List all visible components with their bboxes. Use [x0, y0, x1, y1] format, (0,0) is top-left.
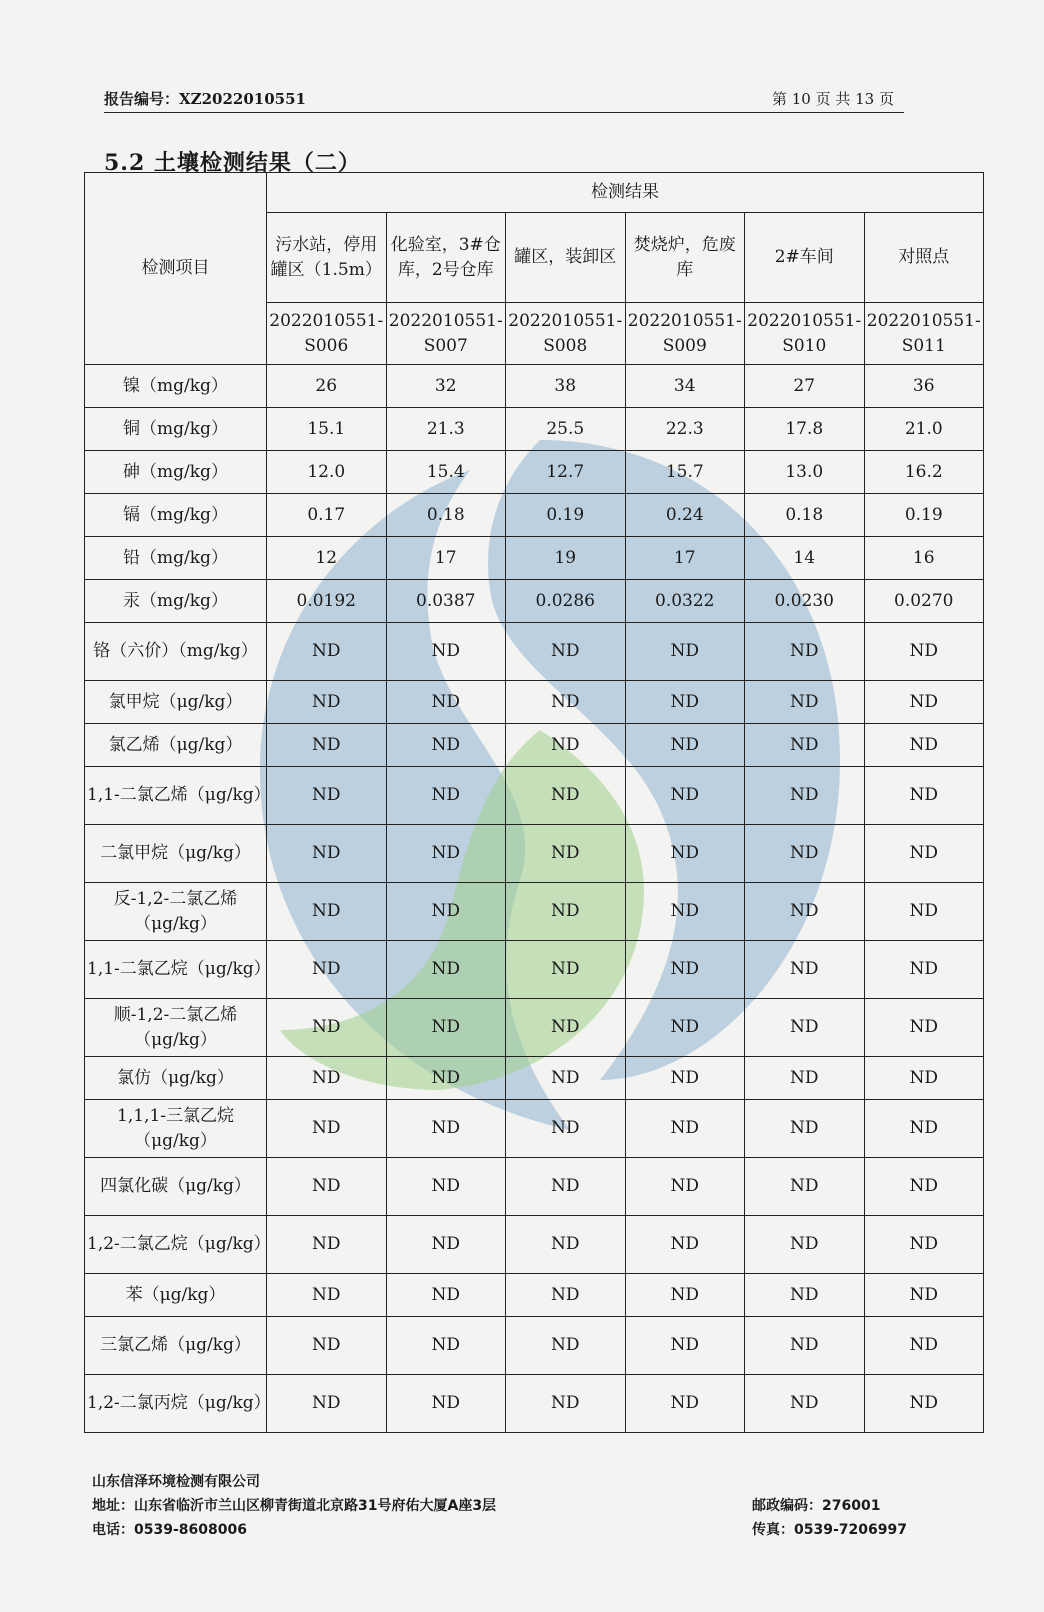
result-cell: 0.18	[386, 494, 506, 537]
result-cell: ND	[506, 681, 626, 724]
result-cell: ND	[267, 623, 387, 681]
result-cell: ND	[625, 1057, 745, 1100]
result-cell: ND	[267, 941, 387, 999]
row-item-label: 氯仿（μg/kg）	[85, 1057, 267, 1100]
result-cell: ND	[506, 883, 626, 941]
table-row	[85, 1158, 984, 1216]
row-item-label: 氯甲烷（μg/kg）	[85, 681, 267, 724]
result-cell: ND	[267, 1100, 387, 1158]
column-sample-id: 2022010551-S010	[745, 303, 865, 365]
result-cell: ND	[745, 681, 865, 724]
table-row	[85, 767, 984, 825]
table-row	[85, 408, 984, 451]
row-item-label: 1,1,1-三氯乙烷（μg/kg）	[85, 1100, 267, 1158]
result-cell: 12	[267, 537, 387, 580]
table-row	[85, 1274, 984, 1317]
result-cell: ND	[506, 999, 626, 1057]
result-cell: ND	[625, 941, 745, 999]
result-cell: ND	[745, 883, 865, 941]
result-cell: ND	[386, 1274, 506, 1317]
result-cell: 0.0192	[267, 580, 387, 623]
result-cell: ND	[864, 1057, 984, 1100]
report-number: 报告编号：XZ2022010551	[104, 90, 306, 108]
result-cell: ND	[745, 623, 865, 681]
item-header: 检测项目	[85, 173, 267, 365]
column-sample-id: 2022010551-S008	[506, 303, 626, 365]
report-header	[104, 86, 904, 113]
result-cell: ND	[745, 767, 865, 825]
result-cell: 21.3	[386, 408, 506, 451]
table-row	[85, 1100, 984, 1158]
row-item-label: 氯乙烯（μg/kg）	[85, 724, 267, 767]
table-row	[85, 1317, 984, 1375]
result-cell: ND	[386, 1158, 506, 1216]
result-cell: 12.0	[267, 451, 387, 494]
result-cell: ND	[267, 825, 387, 883]
result-cell: ND	[625, 1317, 745, 1375]
result-cell: 0.18	[745, 494, 865, 537]
result-cell: ND	[386, 1317, 506, 1375]
result-cell: ND	[745, 1100, 865, 1158]
row-item-label: 顺-1,2-二氯乙烯（μg/kg）	[85, 999, 267, 1057]
table-row	[85, 365, 984, 408]
result-cell: ND	[386, 767, 506, 825]
result-cell: ND	[386, 825, 506, 883]
result-cell: ND	[386, 1057, 506, 1100]
result-cell: 16.2	[864, 451, 984, 494]
result-cell: ND	[506, 1158, 626, 1216]
result-cell: ND	[386, 623, 506, 681]
result-cell: ND	[864, 623, 984, 681]
company-address: 地址：山东省临沂市兰山区柳青街道北京路31号府佑大厦A座3层	[92, 1498, 497, 1514]
row-item-label: 镍（mg/kg）	[85, 365, 267, 408]
result-cell: 36	[864, 365, 984, 408]
column-location: 污水站，停用罐区（1.5m）	[267, 213, 387, 303]
column-location: 化验室，3#仓库，2号仓库	[386, 213, 506, 303]
result-cell: 0.17	[267, 494, 387, 537]
row-item-label: 反-1,2-二氯乙烯（μg/kg）	[85, 883, 267, 941]
page-indicator: 第 10 页 共 13 页	[771, 90, 894, 108]
result-cell: ND	[864, 1317, 984, 1375]
result-cell: ND	[386, 724, 506, 767]
row-item-label: 1,1-二氯乙烷（μg/kg）	[85, 941, 267, 999]
result-cell: ND	[506, 1100, 626, 1158]
table-row	[85, 941, 984, 999]
table-row	[85, 825, 984, 883]
result-cell: ND	[745, 1158, 865, 1216]
result-cell: 21.0	[864, 408, 984, 451]
result-cell: ND	[625, 1375, 745, 1433]
result-cell: ND	[864, 1375, 984, 1433]
table-row	[85, 883, 984, 941]
result-cell: ND	[745, 825, 865, 883]
result-cell: ND	[267, 767, 387, 825]
table-row	[85, 494, 984, 537]
result-cell: ND	[267, 883, 387, 941]
result-cell: ND	[506, 724, 626, 767]
result-cell: ND	[386, 941, 506, 999]
result-cell: ND	[745, 724, 865, 767]
column-sample-id: 2022010551-S009	[625, 303, 745, 365]
company-phone: 电话：0539-8608006	[92, 1522, 247, 1538]
result-cell: ND	[506, 1216, 626, 1274]
result-cell: ND	[864, 681, 984, 724]
result-cell: 0.0230	[745, 580, 865, 623]
result-cell: 22.3	[625, 408, 745, 451]
result-cell: ND	[625, 681, 745, 724]
result-cell: ND	[267, 681, 387, 724]
column-sample-id: 2022010551-S011	[864, 303, 984, 365]
result-cell: ND	[745, 941, 865, 999]
result-cell: ND	[864, 1216, 984, 1274]
result-cell: ND	[267, 1375, 387, 1433]
footer-left	[92, 1470, 496, 1542]
result-cell: 15.4	[386, 451, 506, 494]
result-cell: ND	[745, 999, 865, 1057]
result-cell: ND	[864, 883, 984, 941]
result-cell: ND	[745, 1375, 865, 1433]
row-item-label: 铬（六价）（mg/kg）	[85, 623, 267, 681]
result-cell: 15.1	[267, 408, 387, 451]
column-sample-id: 2022010551-S006	[267, 303, 387, 365]
column-location: 2#车间	[745, 213, 865, 303]
result-cell: ND	[625, 1100, 745, 1158]
result-cell: ND	[864, 724, 984, 767]
table-row	[85, 1375, 984, 1433]
result-cell: ND	[267, 724, 387, 767]
result-cell: ND	[267, 1274, 387, 1317]
result-cell: ND	[745, 1317, 865, 1375]
row-item-label: 汞（mg/kg）	[85, 580, 267, 623]
result-cell: 15.7	[625, 451, 745, 494]
column-sample-id: 2022010551-S007	[386, 303, 506, 365]
result-cell: 14	[745, 537, 865, 580]
table-row	[85, 1057, 984, 1100]
result-cell: 27	[745, 365, 865, 408]
result-cell: ND	[267, 1057, 387, 1100]
result-cell: 34	[625, 365, 745, 408]
table-row	[85, 580, 984, 623]
table-row	[85, 623, 984, 681]
result-cell: ND	[625, 883, 745, 941]
result-cell: ND	[386, 681, 506, 724]
row-item-label: 二氯甲烷（μg/kg）	[85, 825, 267, 883]
result-cell: 0.0387	[386, 580, 506, 623]
result-cell: ND	[625, 623, 745, 681]
table-row	[85, 724, 984, 767]
column-location: 对照点	[864, 213, 984, 303]
result-cell: 16	[864, 537, 984, 580]
result-cell: ND	[864, 825, 984, 883]
result-cell: ND	[506, 1317, 626, 1375]
row-item-label: 镉（mg/kg）	[85, 494, 267, 537]
row-item-label: 1,2-二氯丙烷（μg/kg）	[85, 1375, 267, 1433]
result-cell: 19	[506, 537, 626, 580]
section-title: 5.2 土壤检测结果（二）	[104, 150, 361, 176]
result-cell: ND	[267, 1158, 387, 1216]
row-item-label: 砷（mg/kg）	[85, 451, 267, 494]
company-name: 山东信泽环境检测有限公司	[92, 1474, 260, 1490]
result-cell: ND	[745, 1274, 865, 1317]
result-cell: ND	[506, 1274, 626, 1317]
row-item-label: 铅（mg/kg）	[85, 537, 267, 580]
result-cell: 17	[625, 537, 745, 580]
result-cell: 0.0270	[864, 580, 984, 623]
column-location: 罐区，装卸区	[506, 213, 626, 303]
row-item-label: 苯（μg/kg）	[85, 1274, 267, 1317]
result-cell: ND	[864, 767, 984, 825]
result-cell: ND	[625, 1216, 745, 1274]
result-cell: ND	[386, 1375, 506, 1433]
result-cell: ND	[625, 1158, 745, 1216]
result-cell: ND	[625, 825, 745, 883]
result-cell: 0.19	[506, 494, 626, 537]
result-cell: ND	[864, 1158, 984, 1216]
result-cell: ND	[506, 941, 626, 999]
result-cell: ND	[745, 1057, 865, 1100]
company-fax: 传真：0539-7206997	[752, 1522, 907, 1538]
result-cell: 13.0	[745, 451, 865, 494]
row-item-label: 1,1-二氯乙烯（μg/kg）	[85, 767, 267, 825]
footer-right	[752, 1494, 907, 1542]
row-item-label: 1,2-二氯乙烷（μg/kg）	[85, 1216, 267, 1274]
result-cell: ND	[625, 999, 745, 1057]
result-cell: 0.0322	[625, 580, 745, 623]
result-cell: 0.19	[864, 494, 984, 537]
result-cell: ND	[625, 724, 745, 767]
result-cell: ND	[745, 1216, 865, 1274]
result-cell: ND	[386, 1216, 506, 1274]
table-row	[85, 681, 984, 724]
result-cell: ND	[864, 999, 984, 1057]
result-cell: ND	[506, 767, 626, 825]
row-item-label: 四氯化碳（μg/kg）	[85, 1158, 267, 1216]
result-cell: ND	[625, 767, 745, 825]
soil-results-table	[84, 172, 984, 1433]
result-cell: ND	[864, 1100, 984, 1158]
result-cell: 38	[506, 365, 626, 408]
company-postcode: 邮政编码：276001	[752, 1498, 881, 1514]
result-cell: ND	[506, 1375, 626, 1433]
result-cell: ND	[506, 623, 626, 681]
result-cell: 25.5	[506, 408, 626, 451]
result-cell: 32	[386, 365, 506, 408]
row-item-label: 三氯乙烯（μg/kg）	[85, 1317, 267, 1375]
result-cell: ND	[864, 1274, 984, 1317]
result-cell: ND	[506, 1057, 626, 1100]
row-item-label: 铜（mg/kg）	[85, 408, 267, 451]
table-row	[85, 1216, 984, 1274]
results-header: 检测结果	[267, 173, 984, 213]
result-cell: 12.7	[506, 451, 626, 494]
result-cell: 0.0286	[506, 580, 626, 623]
result-cell: 0.24	[625, 494, 745, 537]
result-cell: ND	[386, 883, 506, 941]
table-row	[85, 999, 984, 1057]
table-row	[85, 451, 984, 494]
result-cell: ND	[864, 941, 984, 999]
result-cell: ND	[386, 1100, 506, 1158]
result-cell: 17	[386, 537, 506, 580]
result-cell: 17.8	[745, 408, 865, 451]
result-cell: ND	[267, 999, 387, 1057]
table-row	[85, 537, 984, 580]
result-cell: ND	[267, 1317, 387, 1375]
column-location: 焚烧炉，危废库	[625, 213, 745, 303]
result-cell: 26	[267, 365, 387, 408]
result-cell: ND	[386, 999, 506, 1057]
result-cell: ND	[506, 825, 626, 883]
results-body	[85, 365, 984, 1433]
result-cell: ND	[625, 1274, 745, 1317]
result-cell: ND	[267, 1216, 387, 1274]
